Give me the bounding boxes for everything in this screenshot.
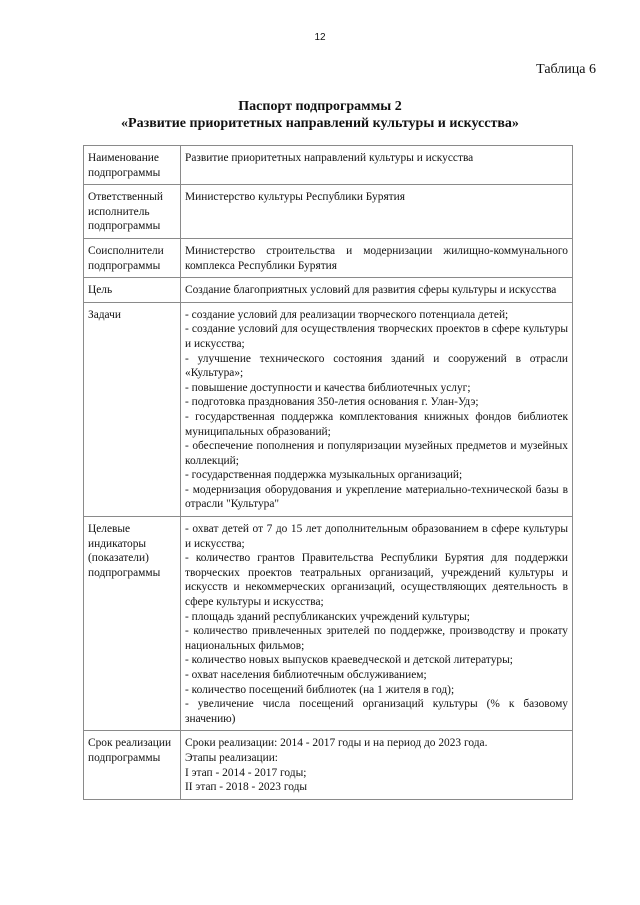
row-label: Целевые индикаторы (показатели) подпрограммы: [84, 517, 181, 731]
content-line: - улучшение технического состояния зданий и сооружений в отрасли «Культура»;: [185, 352, 568, 380]
row-label: Ответственный исполнитель подпрограммы: [84, 185, 181, 239]
table-row: [84, 302, 573, 516]
content-line: - количество грантов Правительства Республики Бурятия для поддержки творческих проектов театральных организаций, учреждений культуры и искусств и некоммерческих организаций, осуществляющих деятельность в сфере культуры и искусства;: [185, 552, 568, 609]
row-content: [181, 238, 573, 277]
passport-table-body: [84, 146, 573, 800]
content-line: - обеспечение пополнения и популяризации музейных предметов и музейных коллекций;: [185, 440, 568, 467]
content-line: - количество новых выпусков краеведческой и детской литературы;: [185, 654, 513, 667]
row-content: [181, 731, 573, 799]
document-title: [0, 98, 640, 132]
content-line: Министерство строительства и модернизации жилищно-коммунального комплекса Республики Бурятия: [185, 244, 568, 272]
content-line: - количество привлеченных зрителей по поддержке, производству и прокату национальных фильмов;: [185, 625, 568, 652]
content-line: - площадь зданий республиканских учреждений культуры;: [185, 610, 470, 623]
content-line: - количество посещений библиотек (на 1 жителя в год);: [185, 683, 455, 696]
row-content: [181, 302, 573, 516]
row-label: Задачи: [84, 302, 181, 516]
content-line: Создание благоприятных условий для развития сферы культуры и искусства: [185, 284, 557, 297]
content-line: Этапы реализации:: [185, 751, 278, 764]
row-content: [181, 517, 573, 731]
table-row: [84, 238, 573, 277]
passport-table: [83, 145, 573, 800]
row-label: Цель: [84, 278, 181, 303]
content-line: Сроки реализации: 2014 - 2017 годы и на период до 2023 года.: [185, 737, 488, 750]
table-row: [84, 731, 573, 799]
content-line: - охват детей от 7 до 15 лет дополнительным образованием в сфере культуры и искусства;: [185, 523, 568, 550]
table-row: [84, 146, 573, 185]
content-line: Министерство культуры Республики Бурятия: [185, 191, 405, 204]
table-row: [84, 278, 573, 303]
row-label: Наименование подпрограммы: [84, 146, 181, 185]
row-content: [181, 278, 573, 303]
content-line: - государственная поддержка музыкальных организаций;: [185, 469, 463, 482]
content-line: I этап - 2014 - 2017 годы;: [185, 766, 307, 779]
content-line: Развитие приоритетных направлений культуры и искусства: [185, 152, 474, 164]
title-line-2: «Развитие приоритетных направлений культуры и искусства»: [121, 116, 519, 131]
row-label: Срок реализации подпрограммы: [84, 731, 181, 799]
table-row: [84, 517, 573, 731]
content-line: - модернизация оборудования и укрепление материально-технической базы в отрасли "Культура": [185, 483, 568, 511]
content-line: - создание условий для осуществления творческих проектов в сфере культуры и искусства;: [185, 323, 568, 350]
table-row: [84, 185, 573, 239]
page-number: 12: [314, 32, 326, 43]
content-line: - повышение доступности и качества библиотечных услуг;: [185, 381, 471, 394]
title-line-1: Паспорт подпрограммы 2: [238, 99, 402, 114]
row-label: Соисполнители подпрограммы: [84, 238, 181, 277]
table-label: Таблица 6: [536, 62, 596, 77]
content-line: - государственная поддержка комплектования книжных фондов библиотек муниципальных образований;: [185, 410, 568, 438]
row-content: [181, 185, 573, 239]
content-line: - подготовка празднования 350-летия основания г. Улан-Удэ;: [185, 396, 479, 409]
content-line: - создание условий для реализации творческого потенциала детей;: [185, 308, 509, 321]
row-content: [181, 146, 573, 185]
content-line: - увеличение числа посещений организаций культуры (% к базовому значению): [185, 698, 568, 725]
content-line: II этап - 2018 - 2023 годы: [185, 781, 308, 794]
content-line: - охват населения библиотечным обслуживанием;: [185, 669, 427, 681]
